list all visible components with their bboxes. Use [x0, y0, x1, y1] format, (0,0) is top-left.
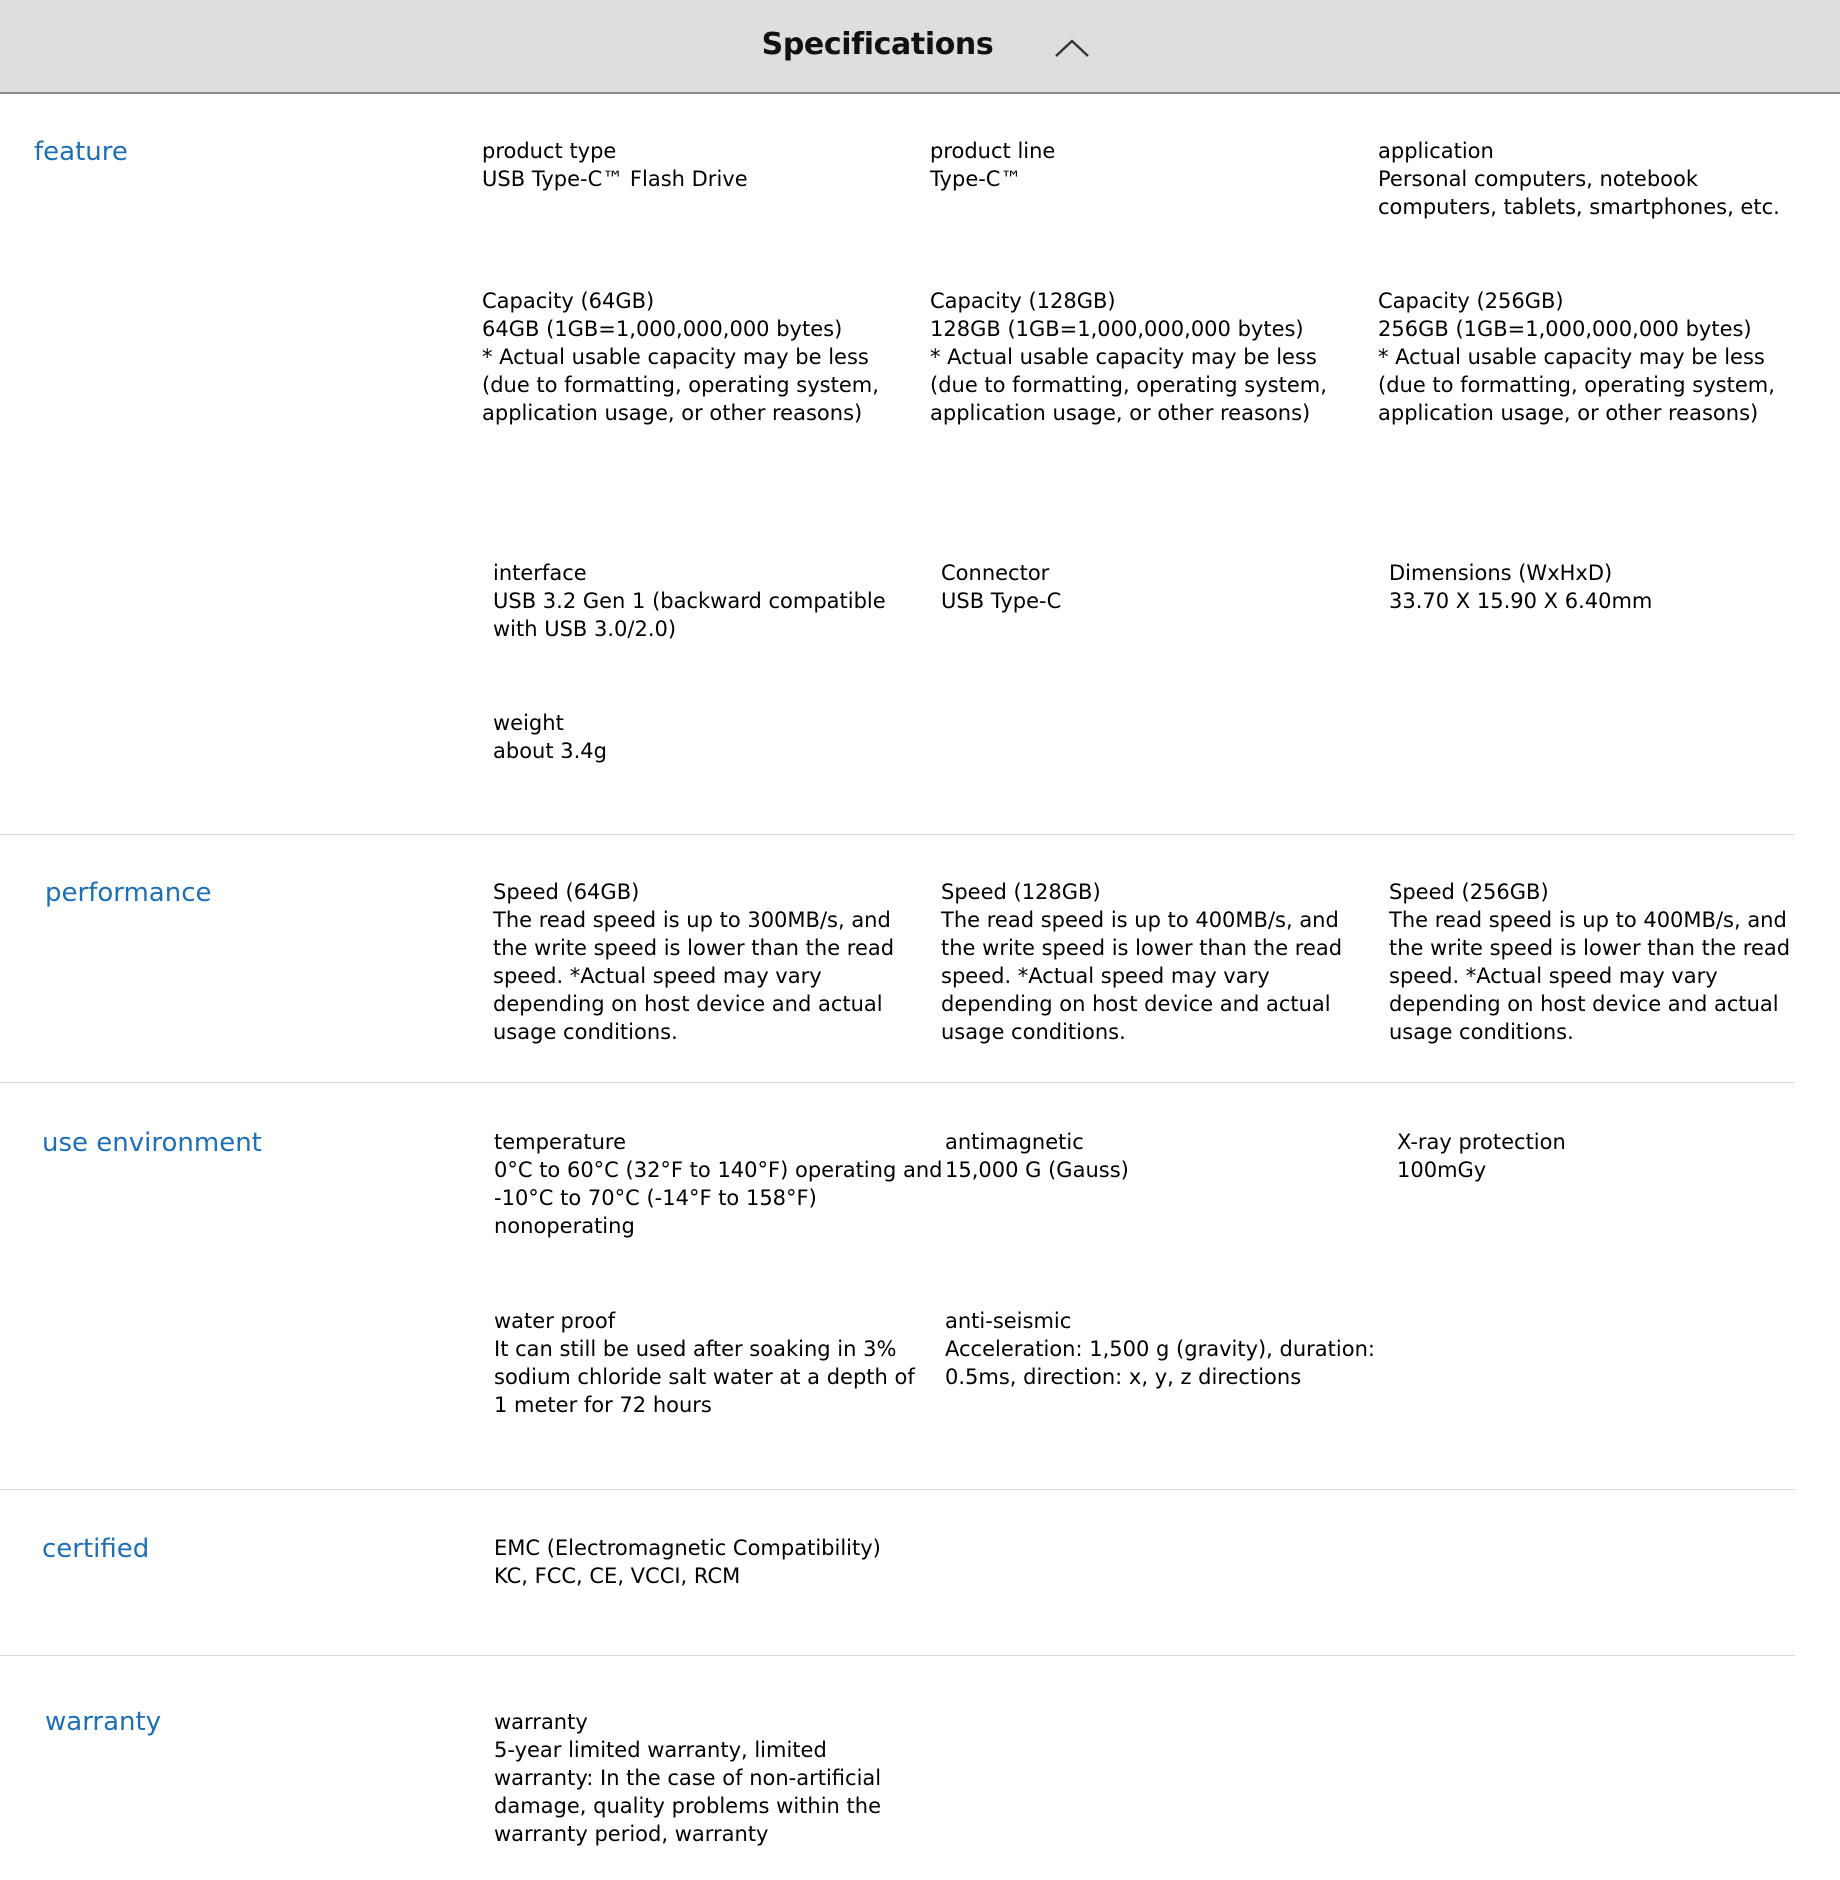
spec-item-capacity-64gb [482, 287, 922, 427]
section-title-use-environment: use environment [42, 1128, 262, 1158]
spec-item-xray-protection [1397, 1128, 1837, 1184]
spec-label: Capacity (256GB) [1378, 289, 1564, 313]
spec-value: The read speed is up to 300MB/s, and the write speed is lower than the read speed. *Actual speed may vary depending on host device and actual usage conditions. [493, 908, 895, 1044]
spec-value: 5-year limited warranty, limited warranty: In the case of non-artificial damage, quality problems within the warranty period, warranty [494, 1738, 882, 1846]
spec-value: 0°C to 60°C (32°F to 140°F) operating and -10°C to 70°C (-14°F to 158°F) nonoperating [494, 1158, 943, 1238]
spec-item-capacity-256gb [1378, 287, 1828, 427]
specifications-header[interactable] [0, 0, 1840, 94]
section-divider [0, 1655, 1795, 1656]
spec-item-antimagnetic [945, 1128, 1385, 1184]
section-divider [0, 1489, 1795, 1490]
spec-label: product line [930, 139, 1056, 163]
spec-value: The read speed is up to 400MB/s, and the write speed is lower than the read speed. *Actual speed may vary depending on host device and actual usage conditions. [941, 908, 1343, 1044]
spec-item-capacity-128gb [930, 287, 1370, 427]
spec-label: Capacity (64GB) [482, 289, 655, 313]
spec-value: Acceleration: 1,500 g (gravity), duration: 0.5ms, direction: x, y, z directions [945, 1337, 1375, 1389]
spec-item-weight [493, 709, 933, 765]
spec-label: Speed (64GB) [493, 880, 640, 904]
section-divider [0, 1082, 1795, 1083]
spec-label: X-ray protection [1397, 1130, 1566, 1154]
spec-item-connector [941, 559, 1381, 615]
spec-value: Type-C™ [930, 167, 1022, 191]
spec-value: It can still be used after soaking in 3% sodium chloride salt water at a depth of 1 meter for 72 hours [494, 1337, 915, 1417]
spec-value: 100mGy [1397, 1158, 1487, 1182]
spec-label: product type [482, 139, 617, 163]
spec-label: Speed (128GB) [941, 880, 1101, 904]
spec-label: Capacity (128GB) [930, 289, 1116, 313]
spec-item-speed-64gb [493, 878, 933, 1046]
section-divider [0, 834, 1795, 835]
section-title-performance: performance [45, 878, 212, 908]
spec-item-interface [493, 559, 933, 643]
spec-value: 64GB (1GB=1,000,000,000 bytes) * Actual usable capacity may be less (due to formatting, operating system, application usage, or other reasons) [482, 317, 879, 425]
spec-label: Connector [941, 561, 1050, 585]
chevron-up-icon[interactable] [1054, 36, 1090, 60]
section-title-feature: feature [34, 137, 128, 167]
spec-value: 256GB (1GB=1,000,000,000 bytes) * Actual usable capacity may be less (due to formatting, operating system, application usage, or other reasons) [1378, 317, 1775, 425]
spec-label: water proof [494, 1309, 616, 1333]
spec-value: 128GB (1GB=1,000,000,000 bytes) * Actual usable capacity may be less (due to formatting, operating system, application usage, or other reasons) [930, 317, 1327, 425]
spec-item-dimensions [1389, 559, 1829, 615]
spec-item-warranty [494, 1708, 934, 1848]
specifications-title: Specifications [761, 27, 994, 62]
spec-value: KC, FCC, CE, VCCI, RCM [494, 1564, 741, 1588]
spec-label: weight [493, 711, 564, 735]
spec-item-temperature [494, 1128, 944, 1240]
spec-value: 33.70 X 15.90 X 6.40mm [1389, 589, 1653, 613]
spec-label: anti-seismic [945, 1309, 1072, 1333]
spec-label: interface [493, 561, 587, 585]
spec-value: USB Type-C™ Flash Drive [482, 167, 748, 191]
spec-label: EMC (Electromagnetic Compatibility) [494, 1536, 881, 1560]
spec-value: 15,000 G (Gauss) [945, 1158, 1129, 1182]
spec-value: Personal computers, notebook computers, tablets, smartphones, etc. [1378, 167, 1780, 219]
spec-value: about 3.4g [493, 739, 607, 763]
spec-item-water-proof [494, 1307, 944, 1419]
spec-label: warranty [494, 1710, 588, 1734]
spec-label: antimagnetic [945, 1130, 1084, 1154]
spec-value: The read speed is up to 400MB/s, and the write speed is lower than the read speed. *Actual speed may vary depending on host device and actual usage conditions. [1389, 908, 1791, 1044]
spec-value: USB Type-C [941, 589, 1062, 613]
spec-item-product-type [482, 137, 922, 193]
spec-label: temperature [494, 1130, 626, 1154]
section-title-warranty: warranty [45, 1707, 162, 1737]
spec-item-application [1378, 137, 1828, 221]
spec-item-anti-seismic [945, 1307, 1395, 1391]
spec-label: Dimensions (WxHxD) [1389, 561, 1613, 585]
spec-item-product-line [930, 137, 1370, 193]
spec-item-speed-256gb [1389, 878, 1829, 1046]
spec-label: application [1378, 139, 1494, 163]
spec-value: USB 3.2 Gen 1 (backward compatible with USB 3.0/2.0) [493, 589, 886, 641]
spec-label: Speed (256GB) [1389, 880, 1549, 904]
spec-item-speed-128gb [941, 878, 1381, 1046]
section-title-certified: certified [42, 1534, 150, 1564]
spec-item-emc [494, 1534, 934, 1590]
